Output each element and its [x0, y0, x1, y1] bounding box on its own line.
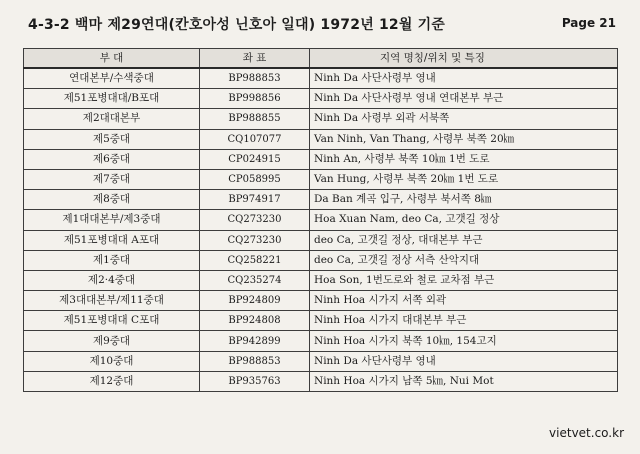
page-number: Page 21	[561, 16, 616, 30]
unit-cell: 제8중대	[24, 190, 200, 210]
document-title: 4-3-2 백마 제29연대(칸호아성 닌호아 일대) 1972년 12월 기준	[28, 17, 446, 33]
unit-cell: 제51포병대대 C포대	[24, 311, 200, 331]
table-row	[24, 210, 618, 230]
unit-cell: 제12중대	[24, 371, 200, 391]
coordinate-cell: BP924808	[200, 311, 310, 331]
table-row	[24, 351, 618, 371]
location-cell: Ninh Hoa 시가지 북쪽 10㎞, 154고지	[310, 331, 618, 351]
location-cell: Ninh Da 사단사령부 영내	[310, 351, 618, 371]
location-cell: Ninh An, 사령부 북쪽 10㎞ 1번 도로	[310, 149, 618, 169]
location-cell: Hoa Xuan Nam, deo Ca, 고갯길 정상	[310, 210, 618, 230]
unit-cell: 제51포병대대/B포대	[24, 89, 200, 109]
location-cell: Van Hung, 사령부 북쪽 20㎞ 1번 도로	[310, 169, 618, 189]
coordinate-cell: CP024915	[200, 149, 310, 169]
table-row	[24, 190, 618, 210]
coordinate-cell: CQ258221	[200, 250, 310, 270]
location-cell: Ninh Da 사령부 외곽 서북쪽	[310, 109, 618, 129]
coordinate-cell: BP988853	[200, 68, 310, 89]
location-cell: Hoa Son, 1번도로와 철로 교차점 부근	[310, 270, 618, 290]
table-row	[24, 270, 618, 290]
table-row	[24, 129, 618, 149]
location-cell: Ninh Hoa 시가지 대대본부 부근	[310, 311, 618, 331]
table-row	[24, 68, 618, 89]
column-header-coordinates: 좌 표	[200, 49, 310, 69]
unit-cell: 제51포병대대 A포대	[24, 230, 200, 250]
table-row	[24, 169, 618, 189]
coordinate-cell: CQ273230	[200, 230, 310, 250]
location-cell: deo Ca, 고갯길 정상, 대대본부 부근	[310, 230, 618, 250]
table-row	[24, 311, 618, 331]
unit-cell: 제3대대본부/제11중대	[24, 291, 200, 311]
unit-cell: 제5중대	[24, 129, 200, 149]
unit-cell: 제2대대본부	[24, 109, 200, 129]
unit-cell: 연대본부/수색중대	[24, 68, 200, 89]
unit-cell: 제1대대본부/제3중대	[24, 210, 200, 230]
coordinate-cell: BP924809	[200, 291, 310, 311]
location-cell: Van Ninh, Van Thang, 사령부 북쪽 20㎞	[310, 129, 618, 149]
unit-cell: 제10중대	[24, 351, 200, 371]
coordinate-cell: CQ235274	[200, 270, 310, 290]
table-row	[24, 149, 618, 169]
coordinate-cell: BP935763	[200, 371, 310, 391]
unit-cell: 제7중대	[24, 169, 200, 189]
table-header-row	[24, 49, 618, 69]
table-row	[24, 109, 618, 129]
unit-cell: 제1중대	[24, 250, 200, 270]
unit-cell: 제2·4중대	[24, 270, 200, 290]
table-body	[24, 68, 618, 392]
location-cell: Ninh Hoa 시가지 남쪽 5㎞, Nui Mot	[310, 371, 618, 391]
column-header-location: 지역 명칭/위치 및 특징	[310, 49, 618, 69]
unit-cell: 제6중대	[24, 149, 200, 169]
coordinate-cell: BP998856	[200, 89, 310, 109]
location-cell: Ninh Da 사단사령부 영내	[310, 68, 618, 89]
table-row	[24, 291, 618, 311]
coordinate-cell: BP988853	[200, 351, 310, 371]
unit-cell: 제9중대	[24, 331, 200, 351]
location-cell: Da Ban 계곡 입구, 사령부 북서쪽 8㎞	[310, 190, 618, 210]
location-cell: Ninh Hoa 시가지 서쪽 외곽	[310, 291, 618, 311]
location-cell: deo Ca, 고갯길 정상 서측 산악지대	[310, 250, 618, 270]
coordinate-cell: BP974917	[200, 190, 310, 210]
table-row	[24, 230, 618, 250]
table-row	[24, 89, 618, 109]
table-row	[24, 371, 618, 391]
coordinate-cell: CQ107077	[200, 129, 310, 149]
coordinate-cell: CP058995	[200, 169, 310, 189]
coordinate-cell: CQ273230	[200, 210, 310, 230]
coordinate-cell: BP942899	[200, 331, 310, 351]
coordinate-cell: BP988855	[200, 109, 310, 129]
unit-location-table	[23, 48, 618, 392]
site-watermark: vietvet.co.kr	[549, 426, 624, 440]
page-header	[0, 14, 640, 38]
location-cell: Ninh Da 사단사령부 영내 연대본부 부근	[310, 89, 618, 109]
column-header-unit: 부 대	[24, 49, 200, 69]
table-row	[24, 250, 618, 270]
table-row	[24, 331, 618, 351]
